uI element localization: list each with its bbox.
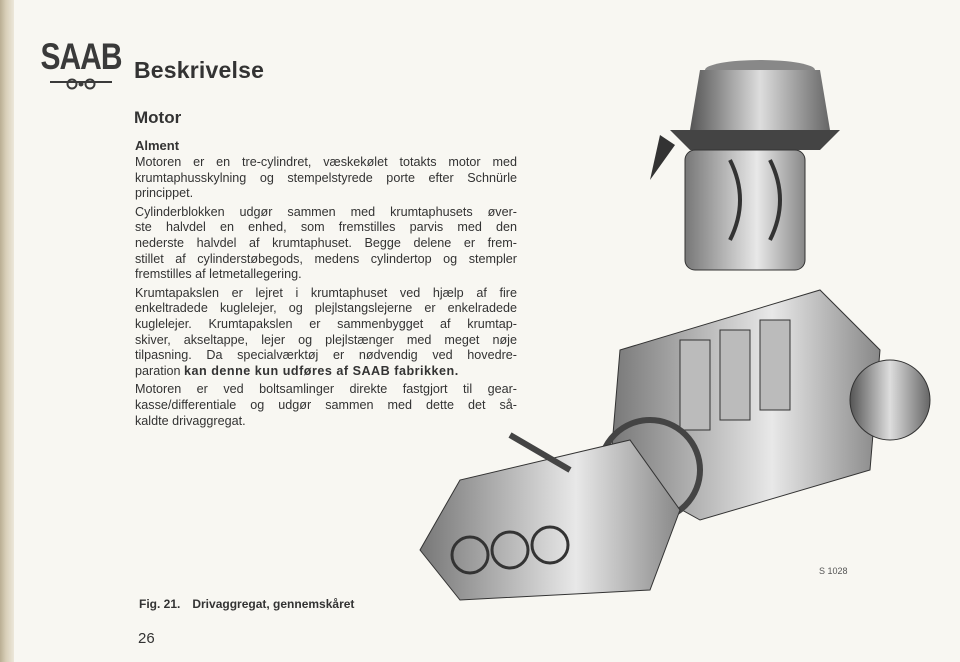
text-segment: skiver, akseltappe, lejer og plejlstænger med meget nøje (135, 332, 517, 347)
text-segment: krumtaphusskylning og stempelstyrede porte efter Schnürle (135, 170, 517, 185)
text-segment: fremstilles af letmetallegering. (135, 267, 302, 282)
saab-logo (40, 34, 122, 92)
subsection-title: Alment (135, 138, 180, 153)
text-segment: kuglelejer. Krumtapakslen er sammenbygget af krumtap- (135, 316, 517, 331)
text-segment: enkeltradede kuglelejer, og plejlstangslejerne er enkelradede (135, 301, 517, 316)
text-segment: Motoren er ved boltsamlinger direkte fastgjort til gear- (135, 382, 517, 397)
text-segment: nederste halvdel af krumtaphuset. Begge delene er frem- (135, 235, 517, 250)
emphasized-text: kan denne kun udføres af SAAB fabrikken. (184, 363, 459, 378)
section-title: Motor (134, 108, 182, 127)
page-title: Beskrivelse (134, 57, 265, 83)
figure-number: Fig. 21. (139, 597, 181, 611)
text-segment: Motoren er en tre-cylindret, væskekølet totakts motor med (135, 155, 517, 169)
figure-caption-text: Drivaggregat, gennemskåret (192, 597, 355, 611)
text-segment: kasse/differentiale og udgør sammen med dette det så- (135, 397, 517, 412)
figure-caption (139, 597, 354, 611)
text-segment: Cylinderblokken udgør sammen med krumtaphusets øver- (135, 204, 517, 219)
book-binding-edge (0, 0, 14, 662)
text-segment: paration (135, 363, 185, 378)
figure-code: S 1028 (819, 566, 848, 576)
text-segment: Krumtapakslen er lejret i krumtaphuset ved hjælp af fire (135, 285, 517, 300)
svg-text:SAAB: SAAB (40, 35, 122, 78)
text-segment: tilpasning. Da specialværktøj er nødvendig ved hovedre- (135, 348, 517, 363)
text-segment: princippet. (135, 186, 194, 201)
text-segment: stillet af cylinderstøbegods, medens cylindertop og stempler (135, 251, 517, 266)
page-number: 26 (138, 630, 155, 647)
text-segment: kaldte drivaggregat. (135, 413, 246, 428)
engine-cutaway-illustration (400, 50, 945, 610)
text-segment: ste halvdel en enhed, som fremstilles parvis med den (135, 220, 517, 235)
